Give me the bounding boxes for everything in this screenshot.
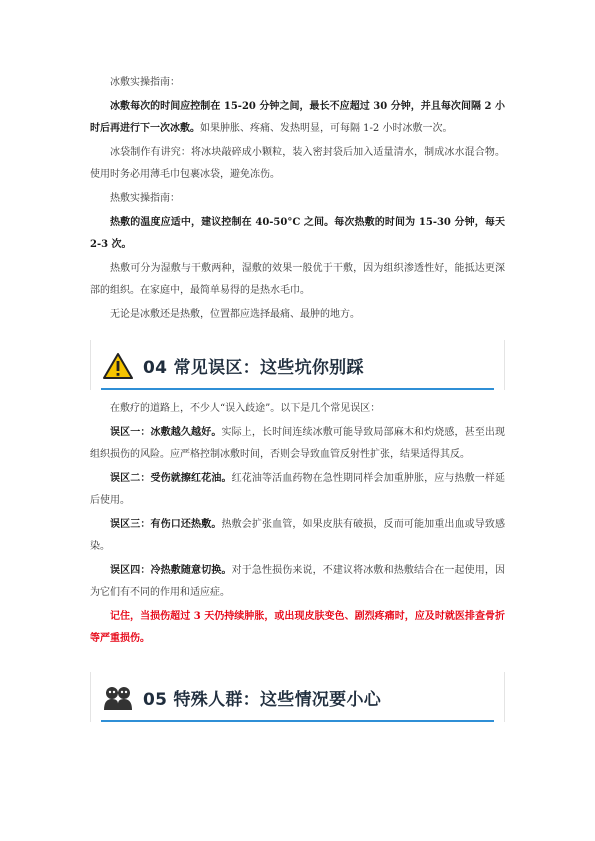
myth-label: 误区三：: [110, 519, 151, 530]
myth-item: [90, 514, 505, 558]
ice-heading: 冰敷实操指南：: [110, 77, 180, 88]
document-page: [90, 72, 505, 730]
heat-paragraph-2: 热敷可分为湿敷与干敷两种，湿敷的效果一般优于干敷，因为组织渗透性好，能抵达更深部的组织。在家庭中，最简单易得的是热水毛巾。: [90, 263, 505, 296]
section-04-divider: [101, 388, 494, 390]
myth-label: 误区四：: [110, 565, 151, 576]
heat-time-bold: 热敷的温度应适中，建议控制在 40-50°C 之间。每次热敷的时间为 15-30 分钟，每天 2-3 次。: [90, 217, 505, 250]
ice-time-bold: 冰敷每次的时间应控制在 15-20 分钟之间，最长不应超过 30 分钟，并且每次间隔 2 小时后再进行下一次冰敷。: [90, 101, 505, 134]
section-04-header: [90, 340, 505, 390]
section-04-title: 04 常见误区：这些坑你别踩: [143, 358, 364, 378]
myth-text: 红花油等活血药物在急性期同样会加重肿胀，应与热敷一样延后使用。: [90, 473, 506, 506]
myth-title: 冷热敷随意切换。: [150, 565, 232, 576]
people-icon: [103, 684, 133, 712]
section-05-header: [90, 672, 505, 722]
myth-item: [90, 560, 505, 604]
myth-item: [90, 422, 505, 466]
ice-paragraph-2: 冰袋制作有讲究：将冰块敲碎成小颗粒，装入密封袋后加入适量清水，制成冰水混合物。使用时务必用薄毛巾包裹冰袋，避免冻伤。: [90, 147, 505, 180]
myth-text: 对于急性损伤来说，不建议将冰敷和热敷结合在一起使用，因为它们有不同的作用和适应症。: [90, 565, 506, 598]
myth-label: 误区一：: [110, 427, 151, 438]
heat-paragraph-3: 无论是冰敷还是热敷，位置都应选择最痛、最肿的地方。: [110, 309, 360, 320]
myth-item: [90, 468, 505, 512]
medical-warning: 记住，当损伤超过 3 天仍持续肿胀，或出现皮肤变色、剧烈疼痛时，应及时就医排查骨折等严重损伤。: [90, 611, 505, 644]
heat-paragraph-1: [90, 212, 505, 256]
ice-paragraph-1: [90, 96, 505, 140]
myth-label: 误区二：: [110, 473, 151, 484]
myth-title: 受伤就擦红花油。: [150, 473, 232, 484]
myth-text: 实际上，长时间连续冰敷可能导致局部麻木和灼烧感，甚至出现组织损伤的风险。应严格控制冰敷时间，否则会导致血管反射性扩张，结果适得其反。: [90, 427, 506, 460]
myth-title: 冰敷越久越好。: [150, 427, 222, 438]
myth-title: 有伤口还热敷。: [150, 519, 222, 530]
section-05-divider: [101, 720, 494, 722]
section-05-title: 05 特殊人群：这些情况要小心: [143, 690, 382, 710]
myths-intro: 在敷疗的道路上，不少人“误入歧途”。以下是几个常见误区：: [110, 403, 381, 414]
myth-text: 热敷会扩张血管，如果皮肤有破损，反而可能加重出血或导致感染。: [90, 519, 506, 552]
heat-heading: 热敷实操指南：: [110, 193, 180, 204]
ice-time-rest: 如果肿胀、疼痛、发热明显，可每隔 1-2 小时冰敷一次。: [200, 123, 453, 134]
warning-icon: [103, 352, 133, 380]
